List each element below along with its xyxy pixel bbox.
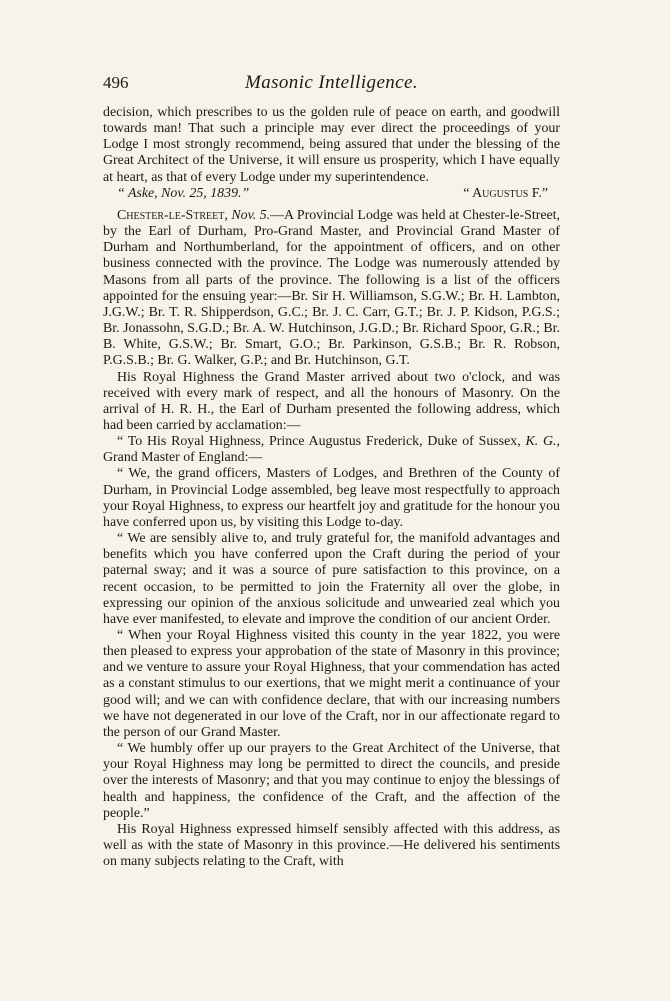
paragraph-address-2: “ We are sensibly alive to, and truly grateful for, the manifold advantages and benefits which you have conferred upon the Craft during the period of your paternal sway; and it was a source of pure satisfaction to this province, on a recent occasion, to be permitted to join the Fraternity all over the globe, in expressing our opinion of the anxious solicitude and unwearied zeal which you have ever manifested, to elevate and improve the condition of our ancient Order.	[103, 531, 560, 627]
body-text	[103, 105, 560, 870]
address-heading-pre: “ To His Royal Highness, Prince Augustus Frederick, Duke of Sussex,	[117, 434, 521, 450]
paragraph-continuation: decision, which prescribes to us the golden rule of peace on earth, and goodwill towards man! That such a principle may ever direct the proceedings of your Lodge I most strongly recommend, being assured that under the blessing of the Great Architect of the Universe, it will ensure us prosperity, which I have equally at heart, as that of every Lodge under my superintendence.	[103, 105, 560, 185]
address-heading-post: Grand Master of England:—	[103, 450, 263, 466]
signature-place-date: “ Aske, Nov. 25, 1839.”	[117, 185, 250, 201]
running-title: Masonic Intelligence.	[244, 72, 418, 93]
article-lead-place: Chester-le-Street,	[117, 207, 228, 223]
signature-signer: “ Augustus F.”	[463, 185, 548, 201]
paragraph-address-4: “ We humbly offer up our prayers to the Great Architect of the Universe, that your Royal Highness may long be permitted to direct the councils, and preside over the interests of Masonry; and that you may continue to enjoy the blessings of health and happiness, the confidence of the Craft, and the affection of the people.”	[103, 741, 560, 821]
page-number: 496	[103, 73, 129, 92]
paragraph-address-3: “ When your Royal Highness visited this county in the year 1822, you were then pleased to express your approbation of the state of Masonry in this province; and we venture to assure your Royal Highness, that your commendation has acted as a constant stimulus to our exertions, that we might merit a continuance of your good will; and we can with confidence declare, that with our increasing numbers we have not degenerated in our love of the Craft, nor in our affectionate regard to the person of our Grand Master.	[103, 628, 560, 740]
page-header	[103, 72, 560, 102]
article-lead-date: Nov. 5.	[231, 207, 271, 223]
paragraph-address-heading	[103, 434, 560, 466]
signature-line	[103, 186, 560, 202]
article-lead-paragraph	[103, 208, 560, 370]
paragraph-address-1: “ We, the grand officers, Masters of Lodges, and Brethren of the County of Durham, in Provincial Lodge assembled, beg leave most respectfully to approach your Royal Highness, to express our heartfelt joy and gratitude for the honour you have conferred upon us, by visiting this Lodge to-day.	[103, 466, 560, 530]
article-lead-text: —A Provincial Lodge was held at Chester-le-Street, by the Earl of Durham, Pro-Grand Master, and Provincial Grand Master of Durham and Northumberland, for the appointment of officers, and on other business connected with the province. The Lodge was numerously attended by Masons from all parts of the province. The following is a list of the officers appointed for the ensuing year:—Br. Sir H. Williamson, S.G.W.; Br. H. Lambton, J.G.W.; Br. T. R. Shipperdson, G.C.; Br. J. C. Carr, G.T.; Br. J. P. Kidson, P.G.S.; Br. Jonassohn, S.G.D.; Br. A. W. Hutchinson, J.G.D.; Br. Richard Spoor, G.R.; Br. B. White, G.S.W.; Br. Smart, G.O.; Br. Parkinson, G.S.B.; Br. R. Robson, P.G.S.B.; Br. G. Walker, G.P.; and Br. Hutchinson, G.T.	[103, 207, 560, 369]
paragraph-reply: His Royal Highness expressed himself sensibly affected with this address, as well as with the state of Masonry in this province.—He delivered his sentiments on many subjects relating to the Craft, with	[103, 821, 560, 870]
address-heading-kg: K. G.,	[525, 434, 561, 450]
paragraph-arrival: His Royal Highness the Grand Master arrived about two o'clock, and was received with every mark of respect, and all the honours of Masonry. On the arrival of H. R. H., the Earl of Durham presented the following address, which had been carried by acclamation:—	[103, 369, 560, 433]
